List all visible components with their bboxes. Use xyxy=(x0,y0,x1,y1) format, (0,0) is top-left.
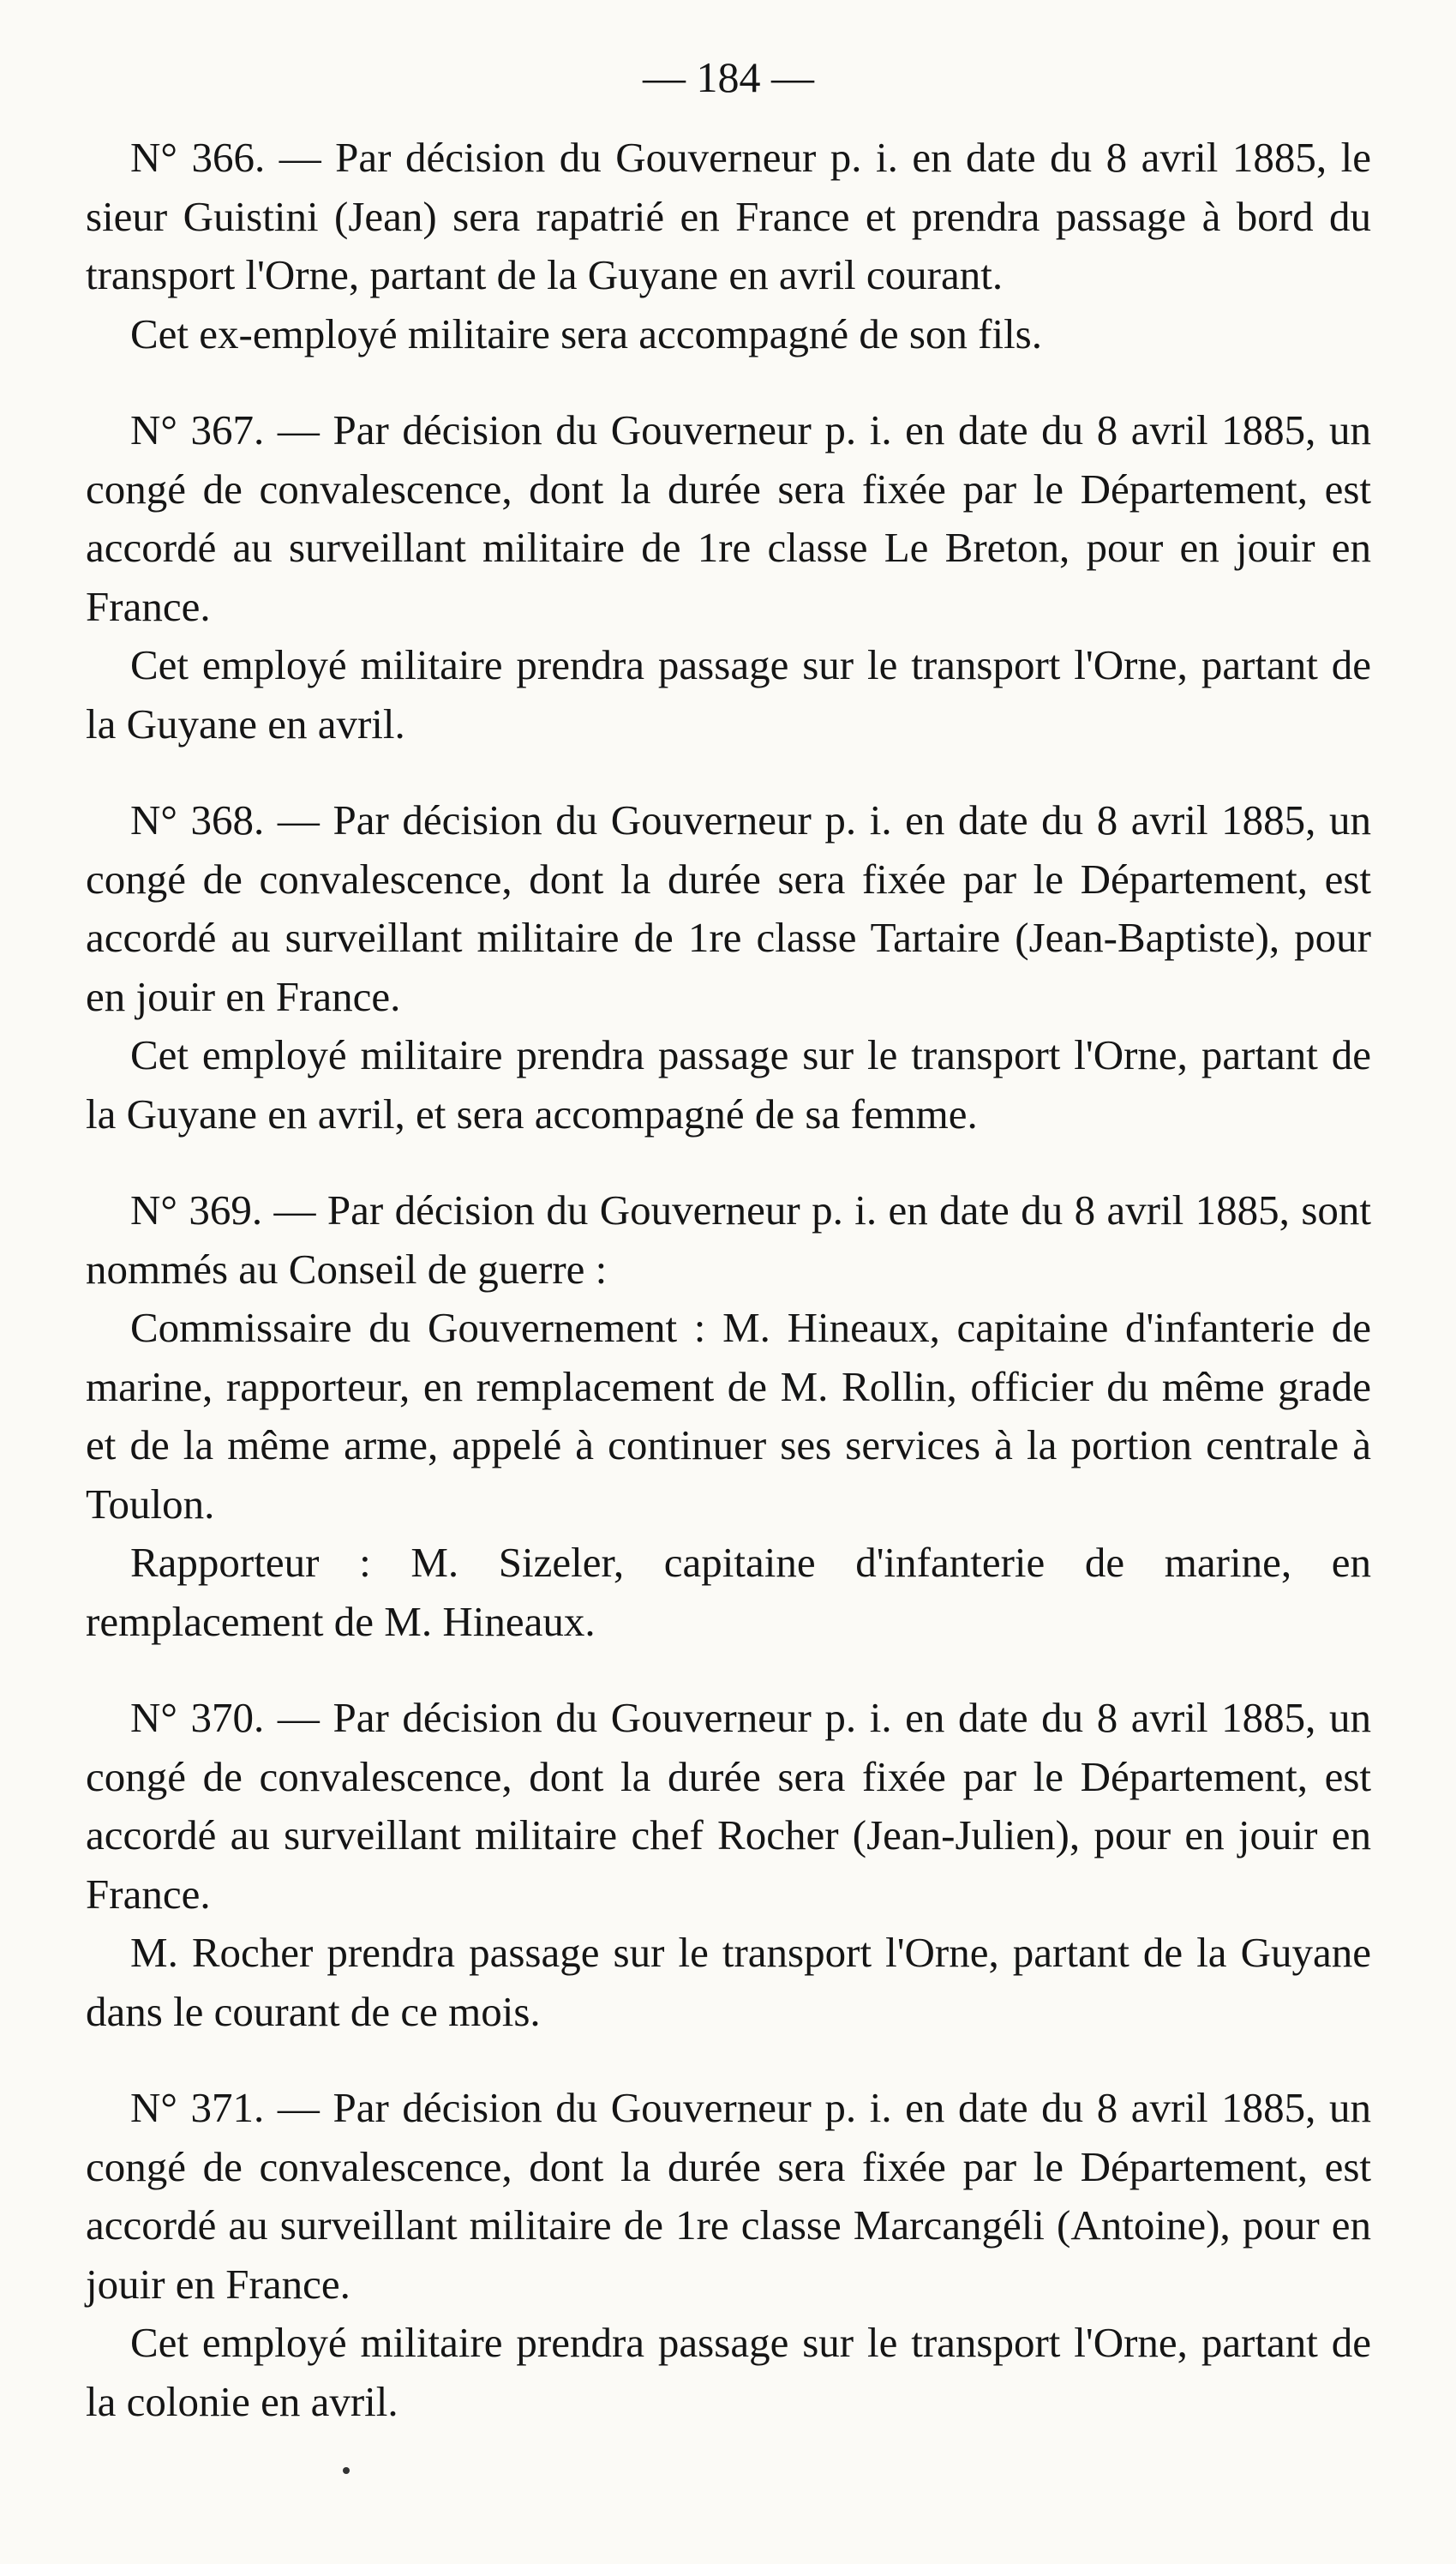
decision-entry-371 xyxy=(86,2079,1371,2431)
entry-paragraph: N° 370. — Par décision du Gouverneur p. i. en date du 8 avril 1885, un congé de convalescence, dont la durée sera fixée par le Département, est accordé au surveillant militaire chef Rocher (Jean-Julien), pour en jouir en France. xyxy=(86,1694,1371,1918)
decision-entry-366 xyxy=(86,129,1371,363)
entry-paragraph: N° 366. — Par décision du Gouverneur p. i. en date du 8 avril 1885, le sieur Guistini (Jean) sera rapatrié en France et prendra passage à bord du transport l'Orne, partant de la Guyane en avril courant. xyxy=(86,134,1371,298)
entry-paragraph: N° 368. — Par décision du Gouverneur p. i. en date du 8 avril 1885, un congé de convalescence, dont la durée sera fixée par le Département, est accordé au surveillant militaire de 1re classe Tartaire (Jean-Baptiste), pour en jouir en France. xyxy=(86,796,1371,1020)
entry-paragraph: N° 371. — Par décision du Gouverneur p. i. en date du 8 avril 1885, un congé de convalescence, dont la durée sera fixée par le Département, est accordé au surveillant militaire de 1re classe Marcangéli (Antoine), pour en jouir en France. xyxy=(86,2084,1371,2308)
entry-paragraph: N° 367. — Par décision du Gouverneur p. i. en date du 8 avril 1885, un congé de convalescence, dont la durée sera fixée par le Département, est accordé au surveillant militaire de 1re classe Le Breton, pour en jouir en France. xyxy=(86,406,1371,630)
entry-paragraph: Cet employé militaire prendra passage sur le transport l'Orne, partant de la colonie en avril. xyxy=(86,2319,1371,2425)
entry-paragraph: M. Rocher prendra passage sur le transport l'Orne, partant de la Guyane dans le courant de ce mois. xyxy=(86,1929,1371,2035)
entry-paragraph: Cet ex-employé militaire sera accompagné de son fils. xyxy=(130,309,1043,357)
decision-entry-370 xyxy=(86,1689,1371,2041)
entry-paragraph: Rapporteur : M. Sizeler, capitaine d'infanterie de marine, en remplacement de M. Hineaux. xyxy=(86,1539,1371,1645)
page-number-header: — 184 — xyxy=(643,53,814,101)
entry-paragraph: Commissaire du Gouvernement : M. Hineaux, capitaine d'infanterie de marine, rapporteur, en remplacement de M. Rollin, officier du même grade et de la même arme, appelé à continuer ses services à la portion centrale à Toulon. xyxy=(86,1304,1371,1528)
decision-entry-369 xyxy=(86,1181,1371,1651)
stray-ink-mark xyxy=(343,2467,350,2474)
decision-entry-367 xyxy=(86,401,1371,754)
document-page xyxy=(86,47,1371,2469)
entry-paragraph: Cet employé militaire prendra passage sur le transport l'Orne, partant de la Guyane en avril, et sera accompagné de sa femme. xyxy=(86,1031,1371,1138)
decision-entry-368 xyxy=(86,791,1371,1144)
entry-paragraph: Cet employé militaire prendra passage sur le transport l'Orne, partant de la Guyane en avril. xyxy=(86,641,1371,748)
entry-paragraph: N° 369. — Par décision du Gouverneur p. i. en date du 8 avril 1885, sont nommés au Conseil de guerre : xyxy=(86,1186,1371,1293)
